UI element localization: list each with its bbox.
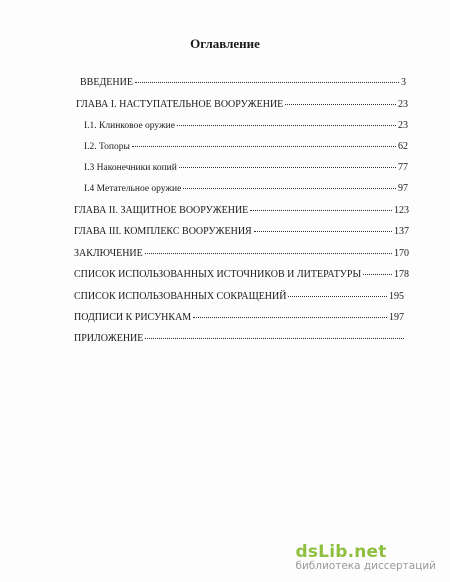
dslib-subtitle: библиотека диссертаций bbox=[295, 560, 436, 572]
dslib-logo-main: dsLib bbox=[295, 542, 348, 562]
dslib-watermark bbox=[295, 542, 436, 572]
dot-leader bbox=[135, 82, 399, 83]
toc-entry-chapter-1 bbox=[76, 99, 408, 111]
toc-entry-abbreviations bbox=[74, 291, 404, 303]
toc-entry-section-1-1 bbox=[84, 120, 408, 132]
toc-entry-section-1-2 bbox=[84, 141, 408, 153]
dot-leader bbox=[179, 167, 396, 168]
toc-entry-label: ГЛАВА I. НАСТУПАТЕЛЬНОЕ ВООРУЖЕНИЕ bbox=[76, 99, 284, 110]
toc-entry-label: ПОДПИСИ К РИСУНКАМ bbox=[74, 312, 192, 323]
toc-entry-section-1-4 bbox=[84, 183, 408, 195]
toc-entry-page: 23 bbox=[398, 99, 408, 110]
toc-entry-page: 195 bbox=[389, 291, 404, 302]
toc-entry-chapter-3 bbox=[74, 226, 409, 238]
dot-leader bbox=[177, 125, 396, 126]
dot-leader bbox=[363, 274, 392, 275]
dslib-logo bbox=[295, 542, 436, 562]
toc-entry-appendix bbox=[74, 333, 406, 345]
toc-entry-section-1-3 bbox=[84, 162, 408, 174]
dot-leader bbox=[145, 253, 392, 254]
dot-leader bbox=[145, 338, 404, 339]
toc-entry-sources bbox=[74, 269, 409, 281]
toc-entry-label: I.2. Топоры bbox=[84, 142, 130, 152]
toc-title: Оглавление bbox=[190, 36, 260, 51]
toc-entry-conclusion bbox=[74, 248, 409, 260]
dot-leader bbox=[250, 210, 392, 211]
toc-entry-page: 197 bbox=[389, 312, 404, 323]
toc-entry-page: 23 bbox=[398, 120, 408, 131]
dot-leader bbox=[183, 188, 396, 189]
toc-entry-label: СПИСОК ИСПОЛЬЗОВАННЫХ ИСТОЧНИКОВ И ЛИТЕРАТУРЫ bbox=[74, 269, 362, 280]
toc-entry-page: 77 bbox=[398, 162, 408, 173]
toc-entry-label: I.4 Метательное оружие bbox=[84, 184, 182, 194]
dot-leader bbox=[254, 231, 392, 232]
dot-leader bbox=[288, 296, 387, 297]
toc-entry-label: ГЛАВА II. ЗАЩИТНОЕ ВООРУЖЕНИЕ bbox=[74, 205, 249, 216]
toc-entry-label: I.1. Клинковое оружие bbox=[84, 121, 175, 131]
toc-entry-page: 3 bbox=[401, 77, 406, 88]
toc-entry-page: 137 bbox=[394, 226, 409, 237]
dot-leader bbox=[285, 104, 396, 105]
toc-entry-page: 123 bbox=[394, 205, 409, 216]
toc-entry-label: СПИСОК ИСПОЛЬЗОВАННЫХ СОКРАЩЕНИЙ bbox=[74, 291, 287, 302]
dot-leader bbox=[132, 146, 396, 147]
toc-entry-page: 62 bbox=[398, 141, 408, 152]
toc-entry-label: ВВЕДЕНИЕ bbox=[80, 77, 133, 88]
toc-entry-label: ПРИЛОЖЕНИЕ bbox=[74, 333, 144, 344]
toc-entry-page: 178 bbox=[394, 269, 409, 280]
dslib-logo-tld: .net bbox=[347, 542, 387, 562]
toc-entry-label: I.3 Наконечники копий bbox=[84, 163, 177, 173]
toc-entry-figure-captions bbox=[74, 312, 404, 324]
toc-entry-label: ЗАКЛЮЧЕНИЕ bbox=[74, 248, 143, 259]
toc-entry-page: 97 bbox=[398, 183, 408, 194]
toc-entry-introduction bbox=[80, 77, 406, 89]
toc-entry-page: 170 bbox=[394, 248, 409, 259]
dot-leader bbox=[193, 317, 387, 318]
toc-entry-label: ГЛАВА III. КОМПЛЕКС ВООРУЖЕНИЯ bbox=[74, 226, 252, 237]
toc-entry-chapter-2 bbox=[74, 205, 409, 217]
